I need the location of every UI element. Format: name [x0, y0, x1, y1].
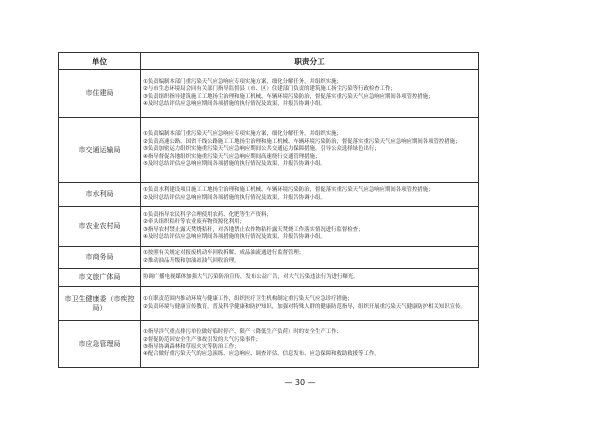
duty-cell	[141, 70, 479, 118]
table-row	[59, 207, 479, 247]
page-number: — 30 —	[284, 378, 316, 387]
duty-item: ①负责编制本部门重污染天气应急响应专项实施方案，细化分解任务，并组织实施；	[143, 78, 342, 85]
duty-item: ②与市生态环境局会同有关部门指导监督县（市、区）住建部门负责的建筑施工扬尘污染等行政检查工作；	[143, 86, 396, 93]
unit-name: 市农业农村局	[59, 207, 141, 247]
duty-item: ①在职责范围内推动环境与健康工作，组织医疗卫生机构制定重污染天气应急诊疗措施；	[143, 296, 353, 303]
header-duty: 职责分工	[141, 53, 479, 70]
unit-name: 市交通运输局	[59, 118, 141, 183]
duty-item: ④及时总结评估应急响应期间各项措施的执行情况及效果，并报告协调小组。	[143, 100, 326, 107]
unit-name: 市文旅广体局	[59, 269, 141, 287]
table-row	[59, 269, 479, 287]
table-row	[59, 321, 479, 368]
duty-item: ⑤及时总结评估应急响应期间各项措施的执行情况及效果，并报告协调小组。	[143, 161, 326, 168]
table-header-row	[59, 53, 479, 70]
table-row	[59, 247, 479, 269]
duty-item: ①指导涉气重点排污单位做好临时停产、限产（降低生产负荷）时的安全生产工作；	[143, 329, 342, 336]
duty-item: ①按照有关规定对报废机动车回收拆解、成品油流通进行监督管理；	[143, 250, 305, 257]
duty-item: ③负责组织指导建筑施工工地扬尘治理和施工机械、车辆环境污染防治，督促落实重污染天气应急响应期间各项管控措施；	[143, 93, 434, 100]
duty-item: 协调广播电视媒体加强大气污染防治宣传，发布公益广告，对大气污染违法行为进行曝光。	[143, 273, 359, 280]
duty-item: ①负责水利建设项目施工工地扬尘治理和施工机械、车辆环境污染防治，督促落实重污染天气应急响应期间各项管控措施；	[143, 187, 434, 194]
duty-cell	[141, 269, 479, 287]
unit-name: 市水利局	[59, 183, 141, 207]
duty-item: ③负责加密运力组织实施重污染天气应急响应期间公共交通运力保障措施，引导公众选择绿色出行；	[143, 146, 380, 153]
duty-item: ④配合做好重污染天气的应急演练、应急响应、调查评估、信息发布、应急保障和救助救援等工作。	[143, 351, 380, 358]
duty-item: ①负责指导农民科学合理使用农药、化肥等生产资料；	[143, 211, 272, 218]
unit-name: 市商务局	[59, 247, 141, 269]
duty-item: ④指导督促各地组织实施重污染天气应急响应期间高速绕行交通管理措施；	[143, 153, 321, 160]
duty-item: ③指导农村禁止露天焚烧秸秆，对各地禁止农作物秸秆露天焚烧工作落实情况进行监督检查；	[143, 226, 364, 233]
duty-cell	[141, 118, 479, 183]
duty-item: ②及时总结评估应急响应期间各项措施的执行情况及效果，并报告协调小组。	[143, 194, 326, 201]
duty-item: ④及时总结评估应急响应期间各项措施的执行情况及效果，并报告协调小组。	[143, 233, 326, 240]
duty-item: ②负责高速公路、国省干线公路施工工地扬尘治理和施工机械、车辆环境污染防治，督促落实重污染天气应急响应期间各项管控措施；	[143, 138, 461, 145]
table-row	[59, 118, 479, 183]
table-row	[59, 70, 479, 118]
duty-item: ②督促防范因安全生产事故引发的大气污染事件；	[143, 336, 262, 343]
duty-item: ③指导协调森林和草原火灾等防治工作；	[143, 344, 240, 350]
table-row	[59, 287, 479, 321]
duty-cell	[141, 207, 479, 247]
header-unit: 单位	[59, 53, 141, 70]
duty-item: ①负责编制本部门重污染天气应急响应专项实施方案，细化分解任务，并组织实施；	[143, 131, 342, 138]
unit-name: 市卫生健康委（市疾控局）	[59, 287, 141, 321]
duty-cell	[141, 321, 479, 368]
duty-item: ②牵头组织秸秆等农业废弃物资源化利用；	[143, 219, 245, 226]
unit-name: 市住建局	[59, 70, 141, 118]
duty-cell	[141, 287, 479, 321]
duty-item: ②推动油品升级和加油站油气回收治理。	[143, 257, 240, 264]
table-body	[59, 70, 479, 368]
duty-item: ②负责环境与健康宣传教育，普及科学健康和防护知识，加强对特殊人群的健康防范指导，组织开展重污染天气健康防护相关知识宣传。	[143, 303, 466, 310]
duty-cell	[141, 183, 479, 207]
duty-cell	[141, 247, 479, 269]
unit-name: 市应急管理局	[59, 321, 141, 368]
table-row	[59, 183, 479, 207]
responsibility-table	[58, 52, 479, 368]
